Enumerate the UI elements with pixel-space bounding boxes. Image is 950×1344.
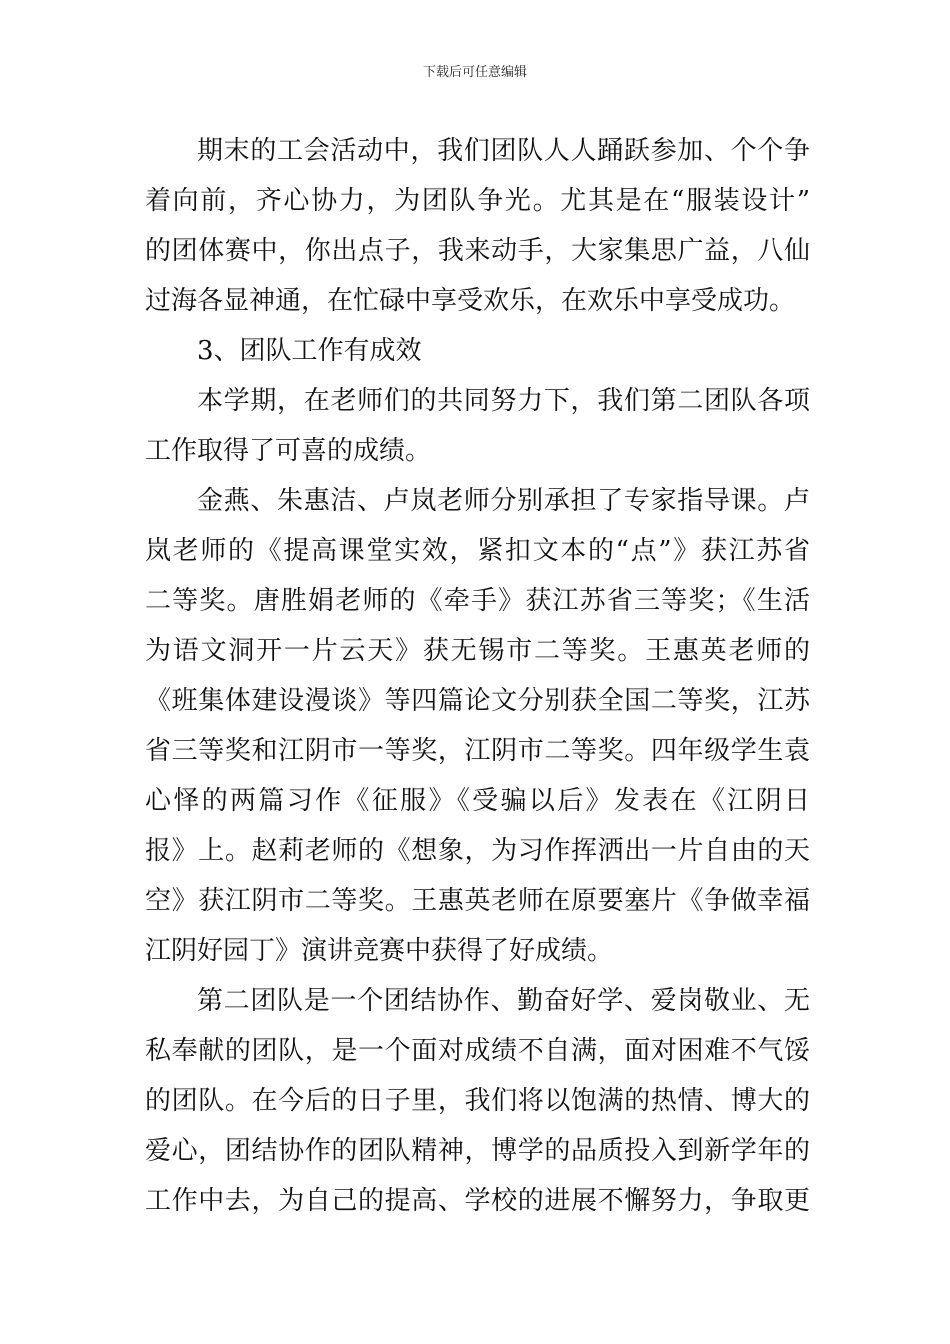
text-line: 金燕、朱惠洁、卢岚老师分别承担了专家指导课。卢 bbox=[197, 486, 810, 516]
text-line: 省三等奖和江阴市一等奖，江阴市二等奖。四年级学生袁 bbox=[145, 736, 810, 766]
page-header: 下载后可任意编辑 bbox=[422, 65, 527, 80]
text-line: 爱心，团结协作的团队精神，博学的品质投入到新学年的 bbox=[145, 1136, 810, 1166]
text-line: 为语文洞开一片云天》获无锡市二等奖。王惠英老师的 bbox=[145, 636, 810, 666]
text-line: 的团队。在今后的日子里，我们将以饱满的热情、博大的 bbox=[145, 1086, 810, 1116]
document-body bbox=[145, 126, 810, 1226]
text-line: 空》获江阴市二等奖。王惠英老师在原要塞片《争做幸福 bbox=[145, 886, 810, 916]
text-line: 期末的工会活动中，我们团队人人踊跃参加、个个争 bbox=[197, 136, 810, 166]
section-heading: 3、团队工作有成效 bbox=[197, 336, 422, 366]
text-line: 私奉献的团队，是一个面对成绩不自满，面对困难不气馁 bbox=[145, 1036, 810, 1066]
text-line: 的团体赛中，你出点子，我来动手，大家集思广益，八仙 bbox=[145, 236, 810, 266]
text-line: 第二团队是一个团结协作、勤奋好学、爱岗敬业、无 bbox=[197, 986, 810, 1016]
text-line: 岚老师的《提高课堂实效，紧扣文本的“点”》获江苏省 bbox=[145, 536, 810, 566]
text-line: 二等奖。唐胜娟老师的《牵手》获江苏省三等奖；《生活 bbox=[145, 586, 810, 616]
text-line: 本学期，在老师们的共同努力下，我们第二团队各项 bbox=[197, 386, 810, 416]
text-line: 报》上。赵莉老师的《想象，为习作挥洒出一片自由的天 bbox=[145, 836, 810, 866]
text-line: 着向前，齐心协力，为团队争光。尤其是在“服装设计” bbox=[145, 186, 810, 216]
text-line: 心怿的两篇习作《征服》《受骗以后》发表在《江阴日 bbox=[145, 786, 810, 816]
text-line: 工作取得了可喜的成绩。 bbox=[145, 436, 432, 466]
text-line: 江阴好园丁》演讲竞赛中获得了好成绩。 bbox=[145, 936, 614, 966]
text-line: 《班集体建设漫谈》等四篇论文分别获全国二等奖，江苏 bbox=[145, 686, 810, 716]
text-line: 工作中去，为自己的提高、学校的进展不懈努力，争取更 bbox=[145, 1186, 810, 1216]
text-line: 过海各显神通，在忙碌中享受欢乐，在欢乐中享受成功。 bbox=[145, 286, 796, 316]
